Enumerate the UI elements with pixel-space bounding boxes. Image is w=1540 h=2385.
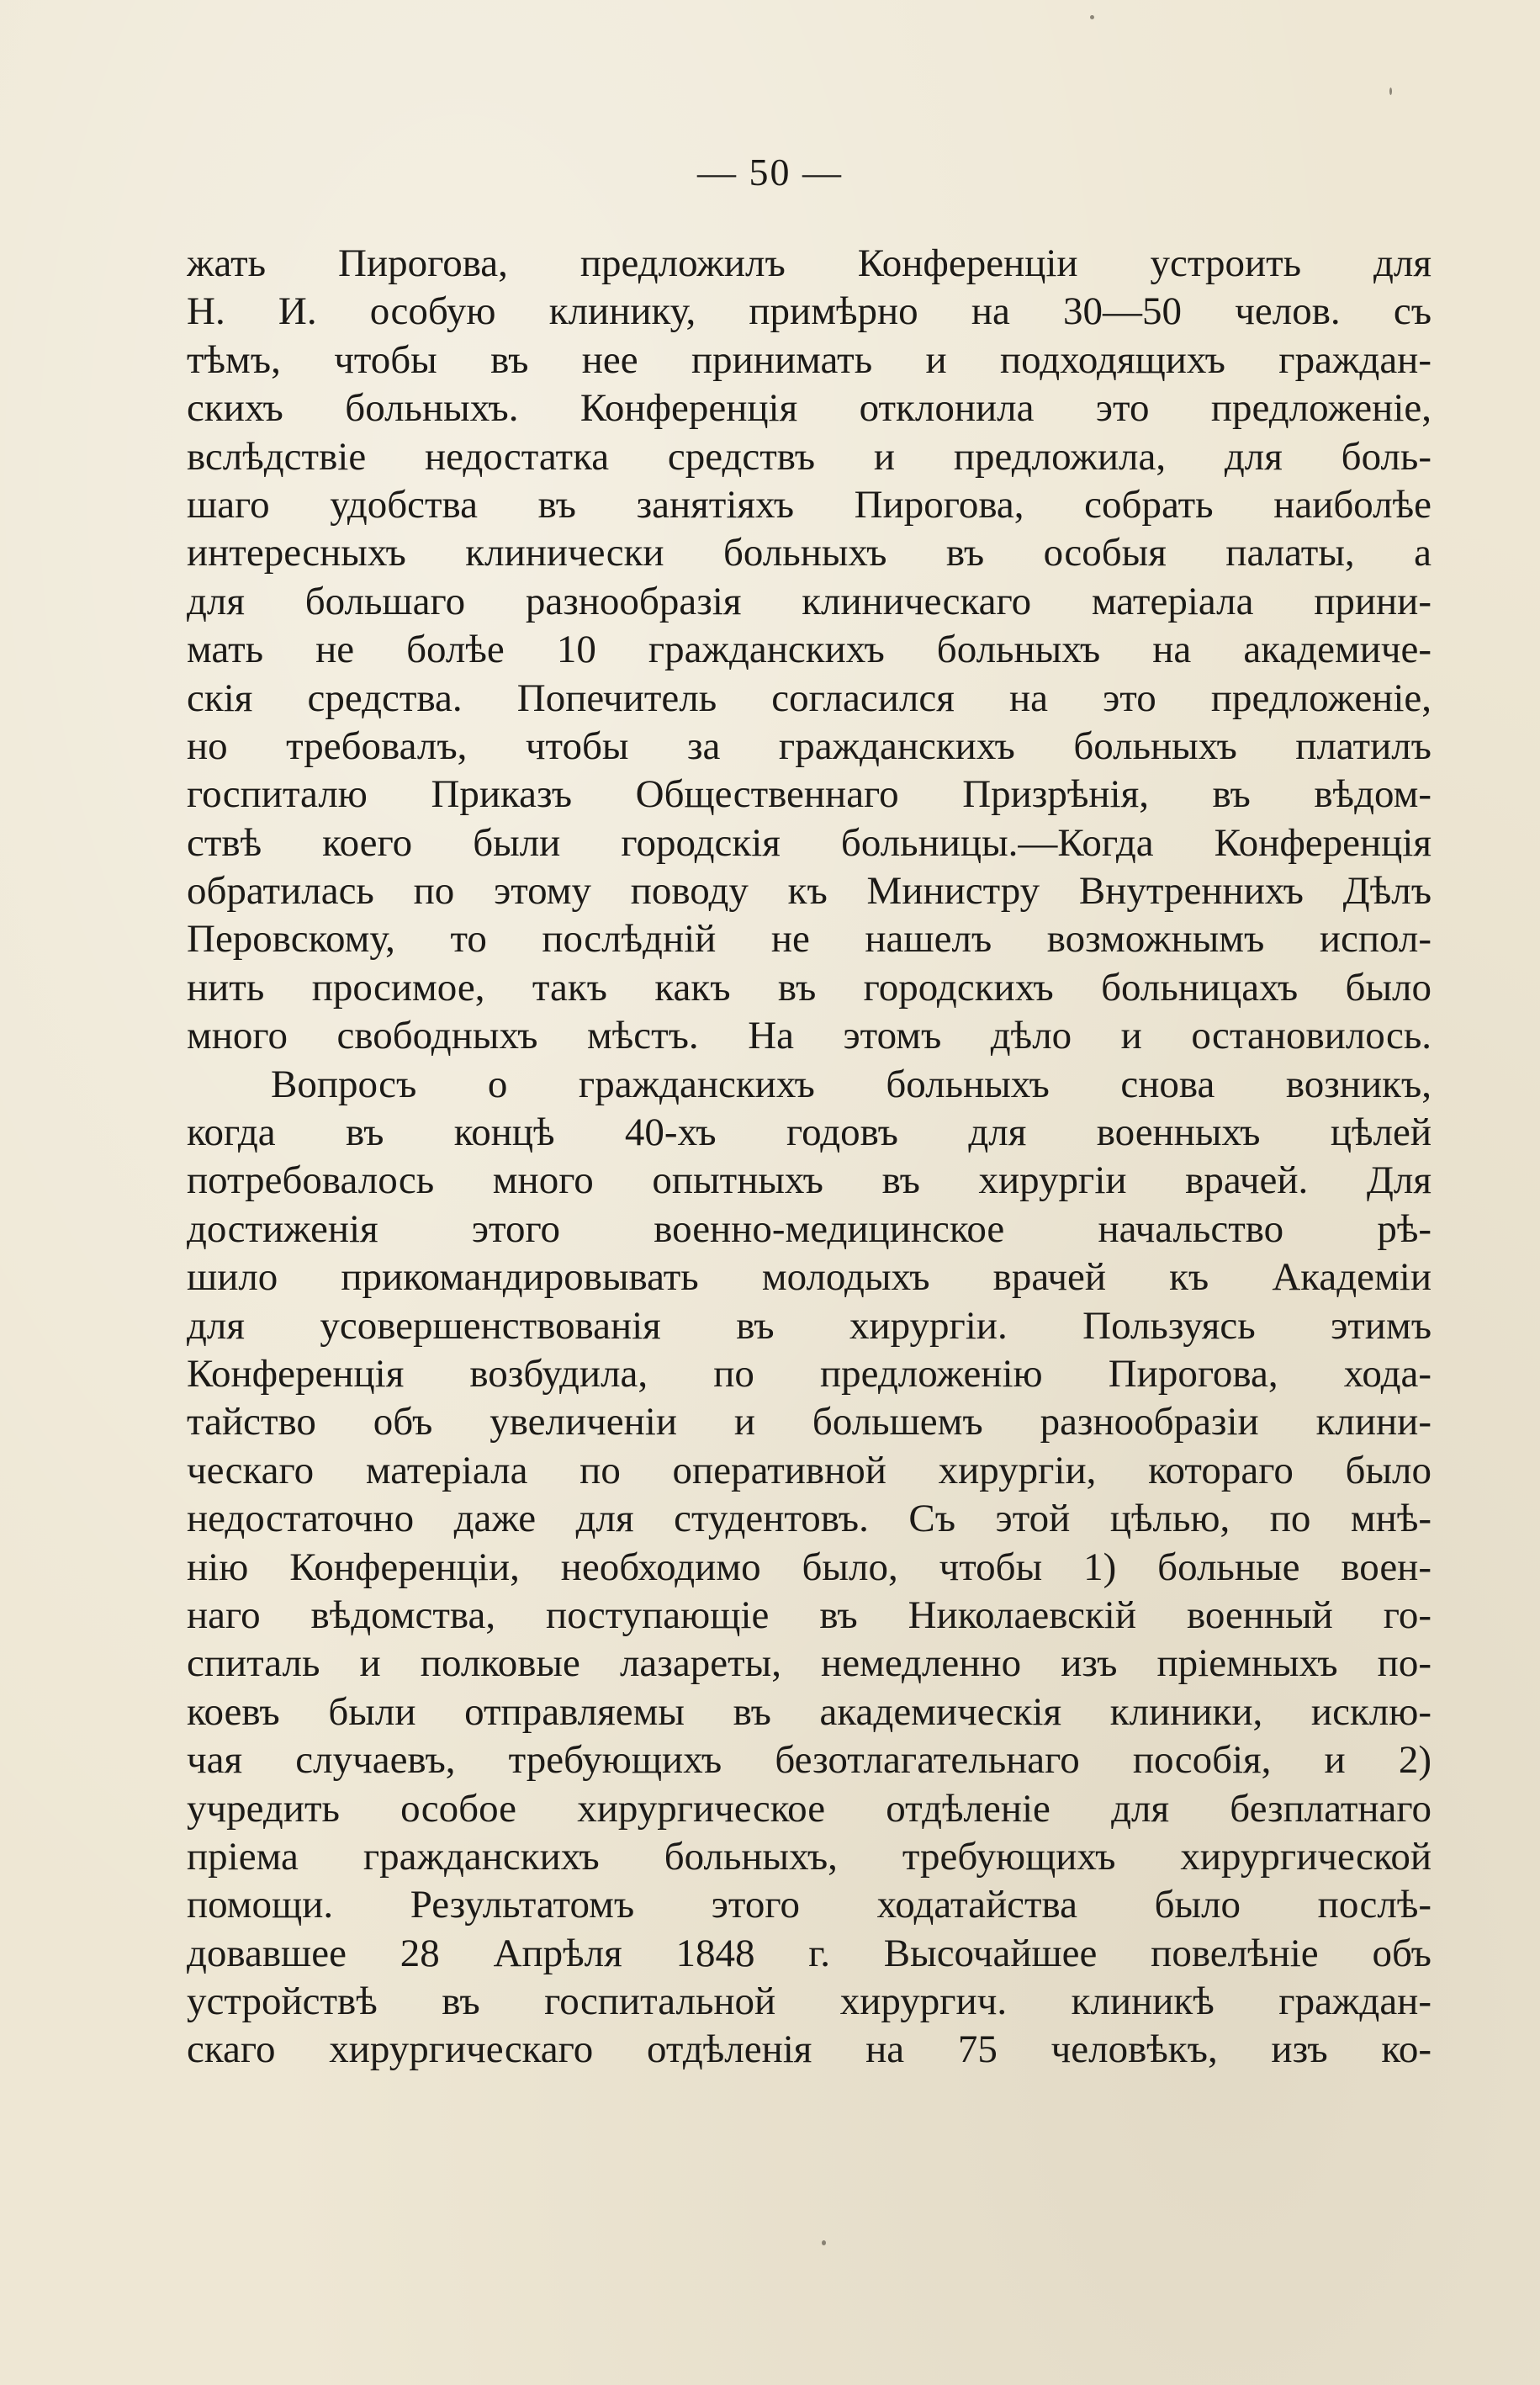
text-line: наго вѣдомства, поступающіе въ Николаевскій военный го- bbox=[187, 1593, 1432, 1637]
text-line: тайство объ увеличеніи и большемъ разнообразіи клини- bbox=[187, 1400, 1432, 1444]
text-line: нію Конференціи, необходимо было, чтобы 1) больные воен- bbox=[187, 1545, 1432, 1589]
text-line: устройствѣ въ госпитальной хирургич. клиникѣ граждан- bbox=[187, 1980, 1432, 2024]
text-line: жать Пирогова, предложилъ Конференціи устроить для bbox=[187, 241, 1432, 285]
text-line: мать не болѣе 10 гражданскихъ больныхъ на академиче- bbox=[187, 628, 1432, 672]
text-line: Перовскому, то послѣдній не нашелъ возможнымъ испол- bbox=[187, 917, 1432, 962]
text-line: спиталь и полковые лазареты, немедленно изъ пріемныхъ по- bbox=[187, 1641, 1432, 1686]
text-line: ческаго матеріала по оперативной хирургіи, котораго было bbox=[187, 1448, 1432, 1492]
body-text bbox=[187, 240, 1432, 2075]
text-line: Н. И. особую клинику, примѣрно на 30—50 челов. съ bbox=[187, 289, 1432, 334]
text-line: но требовалъ, чтобы за гражданскихъ больныхъ платилъ bbox=[187, 723, 1432, 768]
text-line: для большаго разнообразія клиническаго матеріала прини- bbox=[187, 579, 1432, 623]
text-line: коевъ были отправляемы въ академическія клиники, исклю- bbox=[187, 1689, 1432, 1734]
text-line: потребовалось много опытныхъ въ хирургіи врачей. Для bbox=[187, 1158, 1432, 1203]
text-line: пріема гражданскихъ больныхъ, требующихъ хирургической bbox=[187, 1834, 1432, 1879]
text-line: шаго удобства въ занятіяхъ Пирогова, собрать наиболѣе bbox=[187, 482, 1432, 527]
text-line: шило прикомандировывать молодыхъ врачей къ Академіи bbox=[187, 1255, 1432, 1300]
text-line: госпиталю Приказъ Общественнаго Призрѣнія, въ вѣдом- bbox=[187, 772, 1432, 817]
text-line: для усовершенствованія въ хирургіи. Пользуясь этимъ bbox=[187, 1303, 1432, 1348]
text-line: скія средства. Попечитель согласился на это предложеніе, bbox=[187, 676, 1432, 720]
text-line: ствѣ коего были городскія больницы.—Когда Конференція bbox=[187, 820, 1432, 865]
text-line: нить просимое, такъ какъ въ городскихъ больницахъ было bbox=[187, 965, 1432, 1010]
text-line: достиженія этого военно-медицинское начальство рѣ- bbox=[187, 1206, 1432, 1251]
text-line: помощи. Результатомъ этого ходатайства было послѣ- bbox=[187, 1883, 1432, 1927]
text-line: когда въ концѣ 40-хъ годовъ для военныхъ цѣлей bbox=[187, 1110, 1432, 1155]
text-line: Вопросъ о гражданскихъ больныхъ снова возникъ, bbox=[271, 1062, 1432, 1106]
text-line: Конференція возбудила, по предложенію Пирогова, хода- bbox=[187, 1351, 1432, 1396]
text-line: недостаточно даже для студентовъ. Съ этой цѣлью, по мнѣ- bbox=[187, 1497, 1432, 1541]
text-line: скихъ больныхъ. Конференція отклонила это предложеніе, bbox=[187, 386, 1432, 431]
text-line: обратилась по этому поводу къ Министру Внутреннихъ Дѣлъ bbox=[187, 869, 1432, 914]
text-line: довавшее 28 Апрѣля 1848 г. Высочайшее повелѣніе объ bbox=[187, 1931, 1432, 1975]
text-line: скаго хирургическаго отдѣленія на 75 человѣкъ, изъ ко- bbox=[187, 2027, 1432, 2072]
text-line: много свободныхъ мѣстъ. На этомъ дѣло и остановилось. bbox=[187, 1014, 1432, 1058]
text-line: вслѣдствіе недостатка средствъ и предложила, для боль- bbox=[187, 434, 1432, 479]
text-line: учредить особое хирургическое отдѣленіе для безплатнаго bbox=[187, 1786, 1432, 1831]
text-line: чая случаевъ, требующихъ безотлагательнаго пособія, и 2) bbox=[187, 1738, 1432, 1783]
text-line: тѣмъ, чтобы въ нее принимать и подходящихъ граждан- bbox=[187, 337, 1432, 382]
page-number: — 50 — bbox=[697, 151, 843, 193]
text-line: интересныхъ клинически больныхъ въ особыя палаты, а bbox=[187, 531, 1432, 575]
